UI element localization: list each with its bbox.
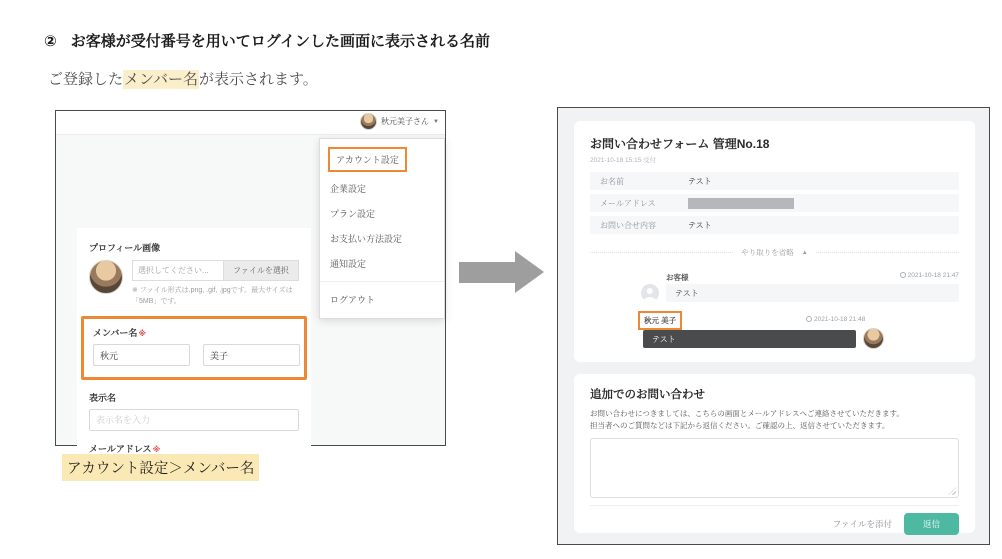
menu-item-notification-settings[interactable]: 通知設定	[330, 259, 367, 269]
doc-heading	[44, 30, 490, 51]
menu-item-account-settings[interactable]: アカウント設定	[328, 147, 407, 172]
additional-inquiry-description	[590, 408, 959, 431]
row-value: テスト	[688, 220, 712, 230]
subtext-before: ご登録した	[48, 71, 124, 88]
last-name-field[interactable]	[93, 344, 190, 366]
subtext-highlight: メンバー名	[124, 71, 198, 88]
chevron-down-icon: ▼	[433, 118, 439, 125]
redacted-email-block	[688, 198, 794, 209]
table-row	[590, 172, 959, 190]
table-row	[590, 194, 959, 212]
attach-file-link[interactable]: ファイルを添付	[832, 519, 892, 530]
menu-item-payment-settings[interactable]: お支払い方法設定	[330, 234, 403, 244]
profile-form-card	[77, 228, 311, 455]
required-mark: ※	[138, 329, 147, 339]
menu-divider	[320, 281, 444, 282]
inquiry-detail-card	[574, 121, 975, 362]
inquiry-title: お問い合わせフォーム 管理No.18	[590, 137, 770, 151]
member-name-label-text: メンバー名	[93, 328, 138, 339]
email-label-text: メールアドレス	[89, 444, 152, 455]
chevron-up-icon: ▲	[801, 249, 808, 256]
inquiry-form-screenshot	[557, 107, 990, 545]
display-name-field[interactable]	[89, 409, 299, 431]
message-bubble: テスト	[643, 330, 856, 348]
display-name-label: 表示名	[89, 393, 117, 404]
divider-line	[816, 252, 959, 253]
message-bubble: テスト	[666, 284, 959, 302]
row-label: メールアドレス	[600, 198, 656, 208]
send-reply-button[interactable]: 返信	[904, 513, 959, 535]
left-topbar	[56, 111, 445, 135]
user-dropdown-menu	[319, 138, 445, 319]
member-name-highlight-box	[81, 316, 307, 380]
required-mark: ※	[152, 445, 161, 455]
menu-item-logout[interactable]: ログアウト	[330, 295, 376, 305]
row-value: テスト	[688, 176, 712, 186]
file-select-input[interactable]: 選択してください...	[132, 260, 224, 281]
row-label: お名前	[600, 176, 624, 186]
message-timestamp: 2021-10-18 21:48	[806, 316, 865, 323]
menu-item-company-settings[interactable]: 企業設定	[330, 184, 367, 194]
message-timestamp: 2021-10-18 21:47	[900, 272, 959, 279]
row-label: お問い合せ内容	[600, 220, 656, 230]
profile-photo	[89, 260, 123, 294]
received-timestamp: 2021-10-18 15:15 受付	[590, 157, 657, 164]
file-format-note: ※ ファイル形式は.png, .gif, .jpgです。最大サイズは「5MB」です。	[132, 287, 293, 306]
reply-footer	[590, 505, 959, 535]
message-sender: お客様	[666, 273, 689, 282]
user-avatar	[360, 113, 377, 130]
description-line1: お問い合わせにつきましては、こちらの画面とメールアドレスへご連絡させていただきます。	[590, 409, 904, 418]
inquiry-info-table	[590, 172, 959, 234]
staff-avatar	[863, 328, 884, 349]
heading-number: ②	[44, 33, 57, 50]
collapse-label: やり取りを省略	[741, 248, 794, 257]
doc-subtext	[48, 68, 318, 89]
collapse-thread-toggle[interactable]	[590, 247, 959, 258]
profile-image-label: プロフィール画像	[89, 243, 161, 253]
divider-line	[590, 252, 733, 253]
clock-icon	[900, 272, 906, 278]
subtext-after: が表示されます。	[198, 71, 318, 88]
first-name-field[interactable]	[203, 344, 300, 366]
menu-item-plan-settings[interactable]: プラン設定	[330, 209, 376, 219]
user-menu-trigger[interactable]	[360, 113, 439, 130]
message-sender-highlighted: 秋元 美子	[638, 311, 682, 330]
flow-arrow-icon	[459, 262, 515, 283]
additional-inquiry-heading: 追加でのお問い合わせ	[590, 389, 705, 401]
table-row	[590, 216, 959, 234]
heading-text: お客様が受付番号を用いてログインした画面に表示される名前	[70, 33, 490, 50]
message-thread	[590, 266, 959, 362]
clock-icon	[806, 316, 812, 322]
customer-avatar-icon	[641, 284, 659, 302]
reply-textarea[interactable]	[590, 438, 959, 498]
user-name-label: 秋元美子さん	[381, 117, 430, 126]
description-line2: 担当者へのご質問などは下記から返信ください。ご確認の上、返信させていただきます。	[590, 420, 890, 430]
navigation-path-caption: アカウント設定＞メンバー名	[62, 454, 259, 481]
member-name-label	[93, 326, 295, 339]
file-select-button[interactable]: ファイルを選択	[224, 260, 299, 281]
account-settings-screenshot	[55, 110, 446, 455]
additional-inquiry-card	[574, 374, 975, 533]
